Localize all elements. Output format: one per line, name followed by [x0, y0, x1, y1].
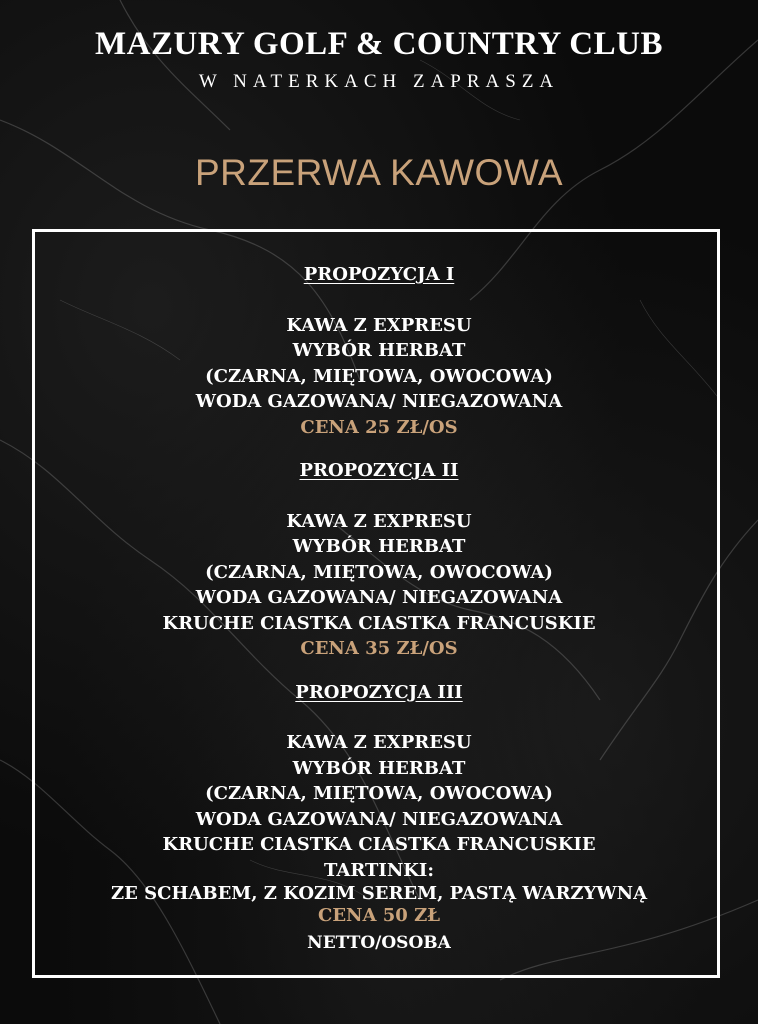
- offer-price: CENA 50 ZŁ: [318, 905, 440, 926]
- offer-item: (CZARNA, MIĘTOWA, OWOCOWA): [205, 783, 553, 804]
- offer-3: [0, 680, 758, 957]
- section-title: PRZERWA KAWOWA: [194, 152, 564, 193]
- offer-item: KAWA Z EXPRESU: [286, 510, 472, 532]
- offer-item: KAWA Z EXPRESU: [286, 314, 472, 336]
- offer-item: (CZARNA, MIĘTOWA, OWOCOWA): [205, 365, 553, 387]
- offer-item: KAWA Z EXPRESU: [286, 732, 472, 753]
- offer-item: KRUCHE CIASTKA CIASTKA FRANCUSKIE: [162, 834, 596, 855]
- offer-item: TARTINKI:: [324, 859, 434, 881]
- offer-item: KRUCHE CIASTKA CIASTKA FRANCUSKIE: [162, 612, 596, 634]
- offer-heading: PROPOZYCJA III: [295, 681, 463, 703]
- club-subtitle: W NATERKACH ZAPRASZA: [198, 71, 560, 92]
- offer-item: WODA GAZOWANA/ NIEGAZOWANA: [195, 391, 563, 412]
- offer-item: (CZARNA, MIĘTOWA, OWOCOWA): [205, 561, 553, 583]
- offer-heading: PROPOZYCJA II: [299, 460, 459, 481]
- offer-price: CENA 35 ZŁ/OS: [300, 638, 458, 659]
- offer-item: WODA GAZOWANA/ NIEGAZOWANA: [195, 587, 563, 608]
- offer-item: ZE SCHABEM, Z KOZIM SEREM, PASTĄ WARZYWNĄ: [110, 883, 648, 904]
- offer-price: CENA 25 ZŁ/OS: [300, 416, 458, 438]
- offer-item: WODA GAZOWANA/ NIEGAZOWANA: [195, 808, 563, 830]
- offer-1: [0, 262, 758, 440]
- offer-item: WYBÓR HERBAT: [292, 757, 466, 779]
- offer-heading: PROPOZYCJA I: [303, 264, 455, 285]
- club-title: MAZURY GOLF & COUNTRY CLUB: [94, 26, 663, 62]
- offer-2: [0, 458, 758, 662]
- offer-item: WYBÓR HERBAT: [292, 536, 466, 557]
- offer-note: NETTO/OSOBA: [307, 933, 451, 953]
- offer-list: [0, 262, 758, 957]
- offer-item: WYBÓR HERBAT: [292, 340, 466, 361]
